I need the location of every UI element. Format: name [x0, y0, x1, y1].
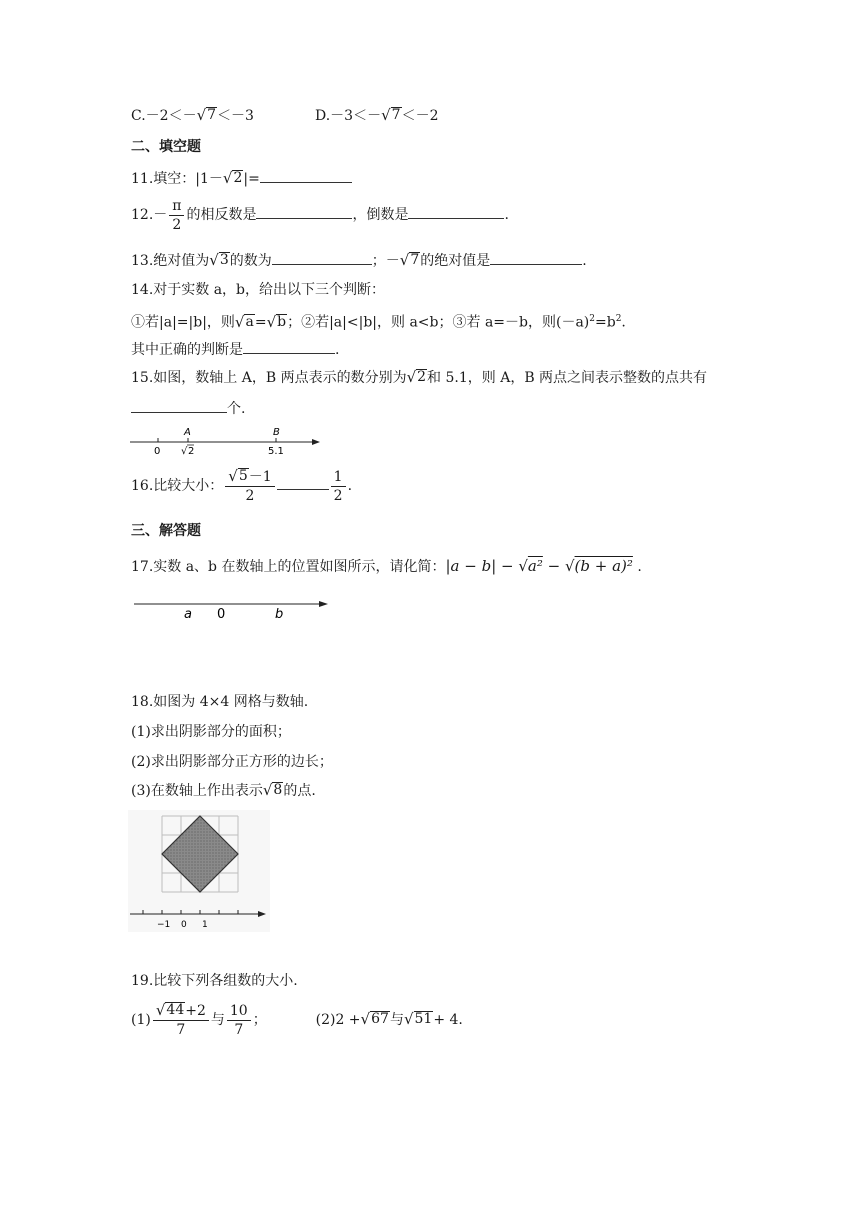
answer-blank[interactable] [490, 250, 582, 265]
q17-expression: |a − b| − √a² − √(b + a)² [445, 557, 633, 575]
q17-number-line [132, 596, 332, 626]
answer-blank[interactable] [277, 475, 329, 490]
q15-number-line [128, 424, 328, 460]
answer-blank[interactable] [243, 339, 335, 354]
question-15-line-2: 个. [131, 398, 245, 419]
section-answer-heading: 三、解答题 [131, 523, 201, 539]
q10-option-d: D.－3＜－ √ 7 ＜－2 [315, 106, 439, 124]
tick-5-1: 5.1 [268, 446, 284, 457]
answer-blank[interactable] [256, 204, 352, 219]
question-14-line-3: 其中正确的判断是 . [131, 339, 339, 360]
answer-blank[interactable] [272, 250, 372, 265]
question-11: 11.填空：|1－ √ 2 |= [131, 168, 352, 189]
q10-option-c: C.－2＜－ √ 7 ＜－3 [131, 106, 254, 124]
question-18-line-1: 18.如图为 4×4 网格与数轴. [131, 694, 309, 710]
tick-minus-1: −1 [157, 920, 171, 930]
answer-blank[interactable] [260, 168, 352, 183]
answer-blank[interactable] [408, 204, 504, 219]
question-18-line-2: (1)求出阴影部分的面积； [131, 724, 291, 740]
answer-blank[interactable] [131, 398, 227, 413]
question-17: 17.实数 a、b 在数轴上的位置如图所示，请化简：|a − b| − √a² − √(b + a)² . [131, 557, 642, 575]
label-a: a [184, 607, 192, 622]
label-zero: 0 [217, 607, 226, 622]
q18-grid-figure [128, 810, 270, 932]
tick-one: 1 [202, 920, 208, 930]
question-18-line-4: (3)在数轴上作出表示 √ 8 的点. [131, 781, 316, 799]
tick-zero: 0 [154, 446, 161, 457]
label-b: B [273, 427, 280, 438]
tick-zero: 0 [181, 920, 187, 930]
question-12: 12.－ $\frac{\pi}{2}$ 的相反数是 ，倒数是 . [131, 197, 509, 233]
section-fill-in-heading: 二、填空题 [131, 139, 201, 155]
question-15-line-1: 15.如图，数轴上 A，B 两点表示的数分别为 √ 2 和 5.1，则 A，B 两点之间表示整数的点共有 [131, 368, 708, 386]
question-18-line-3: (2)求出阴影部分正方形的边长； [131, 754, 333, 770]
question-19-line-1: 19.比较下列各组数的大小. [131, 973, 298, 989]
question-19-line-2: (1) √ 44 +2 7 与 $\frac{10}{7}$ ； (2)2 + √ 67 与 √ 51 + 4. [131, 1000, 463, 1038]
question-16: 16.比较大小： √ 5 －1 2 $\frac{1}{2}$ . [131, 466, 353, 504]
label-a: A [184, 427, 191, 438]
question-14-line-1: 14.对于实数 a，b，给出以下三个判断： [131, 282, 386, 298]
label-b: b [275, 607, 284, 622]
question-13: 13.绝对值为 √ 3 的数为 ；－ √ 7 的绝对值是 . [131, 251, 587, 269]
sqrt-symbol: √ [181, 446, 188, 457]
question-14-line-2: ①若|a|=|b|，则 √ a = √ b ；②若|a|<|b|，则 a<b；③若 a=－b，则$(-a)^2=b^2$. [131, 312, 626, 331]
tick-sqrt2: 2 [188, 446, 195, 457]
